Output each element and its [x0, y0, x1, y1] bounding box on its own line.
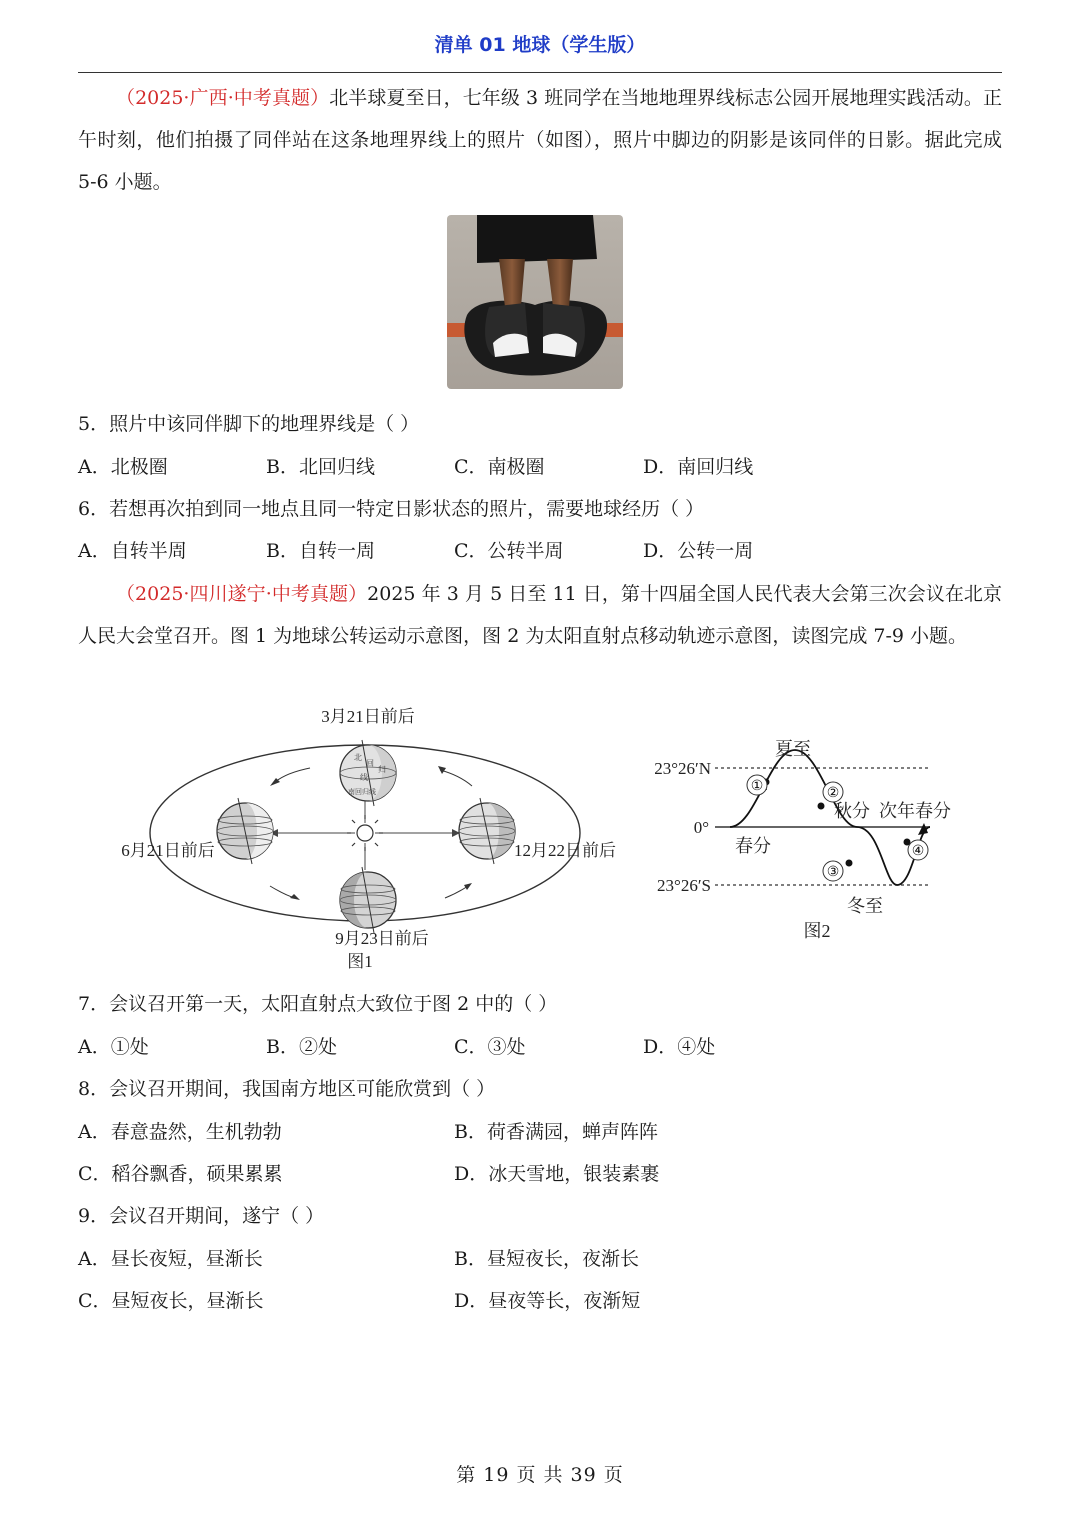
fig2-label-spring: 春分	[735, 836, 771, 856]
q5-option-c[interactable]: C．南极圈	[454, 456, 545, 478]
q8-option-a[interactable]: A．春意盎然，生机勃勃	[78, 1121, 282, 1143]
question-5-stem: 5．照片中该同伴脚下的地理界线是（ ）	[78, 413, 420, 435]
q5-option-b[interactable]: B．北回归线	[266, 456, 375, 478]
q7-option-d[interactable]: D．④处	[643, 1036, 716, 1058]
passage-1-source: （2025·广西·中考真题）	[116, 87, 330, 109]
fig1-label-jun21: 6月21日前后	[121, 841, 215, 860]
q7-option-b[interactable]: B．②处	[266, 1036, 337, 1058]
marker-4: ④	[911, 844, 925, 859]
fig2-label-equator: 0°	[693, 818, 709, 837]
q8-option-c[interactable]: C．稻谷飘香，硕果累累	[78, 1163, 283, 1185]
question-9-options-row-1	[78, 1238, 1002, 1280]
fig2-label-summer: 夏至	[775, 739, 811, 759]
question-8-options-row-1	[78, 1111, 1002, 1153]
q5-option-d[interactable]: D．南回归线	[643, 456, 754, 478]
fig1-caption: 图1	[347, 952, 373, 971]
shadow-photo	[447, 215, 623, 389]
question-6-stem: 6．若想再次拍到同一地点且同一特定日影状态的照片，需要地球经历（ ）	[78, 498, 705, 520]
question-9-options-row-2	[78, 1280, 1002, 1322]
passage-2	[78, 573, 1002, 657]
q7-option-a[interactable]: A．①处	[78, 1036, 149, 1058]
figure-2-subsolar-track	[635, 730, 965, 950]
question-7-stem: 7．会议召开第一天，太阳直射点大致位于图 2 中的（ ）	[78, 993, 558, 1015]
fig2-caption: 图2	[803, 921, 831, 941]
q6-option-b[interactable]: B．自转一周	[266, 540, 375, 562]
fig2-label-autumn: 秋分	[834, 801, 870, 821]
globe-text-3: 归	[378, 765, 386, 774]
q8-option-b[interactable]: B．荷香满园，蝉声阵阵	[454, 1121, 658, 1143]
marker-3: ③	[826, 865, 840, 880]
marker-2: ②	[826, 786, 840, 801]
passage-2-source: （2025·四川遂宁·中考真题）	[116, 583, 368, 605]
figure-1-revolution-diagram	[110, 700, 630, 980]
q9-option-d[interactable]: D．昼夜等长，夜渐短	[454, 1290, 641, 1312]
passage-1	[78, 77, 1002, 203]
q7-option-c[interactable]: C．③处	[454, 1036, 526, 1058]
q9-option-c[interactable]: C．昼短夜长，昼渐长	[78, 1290, 264, 1312]
question-5-options	[78, 446, 1002, 488]
passage-1-text: 北半球夏至日，七年级 3 班同学在当地地理界线标志公园开展地理实践活动。正午时刻，他们拍摄了同伴站在这条地理界线上的照片（如图），照片中脚边的阴影是该同伴的日影。据此完成 5-6 小题。	[78, 87, 1002, 193]
fig2-label-south: 23°26′S	[657, 876, 711, 895]
fig1-label-mar21: 3月21日前后	[321, 707, 415, 726]
q6-option-a[interactable]: A．自转半周	[78, 540, 187, 562]
marker-1: ①	[750, 779, 764, 794]
passage-2-text: 2025 年 3 月 5 日至 11 日，第十四届全国人民代表大会第三次会议在北京人民大会堂召开。图 1 为地球公转运动示意图，图 2 为太阳直射点移动轨迹示意图，读图完成 7-9 小题。	[78, 583, 1002, 647]
globe-text-1: 北	[354, 753, 362, 762]
page-footer: 第 19 页 共 39 页	[456, 1464, 624, 1486]
question-7-options	[78, 1026, 1002, 1068]
question-8-stem: 8．会议召开期间，我国南方地区可能欣赏到（ ）	[78, 1078, 496, 1100]
fig2-label-next-spring: 次年春分	[879, 801, 951, 821]
q6-option-d[interactable]: D．公转一周	[643, 540, 754, 562]
fig1-label-dec22: 12月22日前后	[514, 841, 616, 860]
q9-option-a[interactable]: A．昼长夜短，昼渐长	[78, 1248, 263, 1270]
q8-option-d[interactable]: D．冰天雪地，银装素裹	[454, 1163, 660, 1185]
q9-option-b[interactable]: B．昼短夜长，夜渐长	[454, 1248, 639, 1270]
globe-text-5: 南回归线	[348, 788, 376, 796]
fig2-label-north: 23°26′N	[654, 759, 711, 778]
fig2-label-winter: 冬至	[847, 896, 883, 916]
header-divider	[78, 72, 1002, 73]
globe-text-2: 回	[366, 759, 374, 768]
fig1-label-sep23: 9月23日前后	[335, 929, 429, 948]
question-9-stem: 9．会议召开期间，遂宁（ ）	[78, 1205, 325, 1227]
globe-text-4: 线	[360, 773, 368, 782]
q6-option-c[interactable]: C．公转半周	[454, 540, 564, 562]
page-header-title: 清单 01 地球（学生版）	[434, 34, 646, 56]
question-8-options-row-2	[78, 1153, 1002, 1195]
question-6-options	[78, 530, 1002, 572]
q5-option-a[interactable]: A．北极圈	[78, 456, 168, 478]
